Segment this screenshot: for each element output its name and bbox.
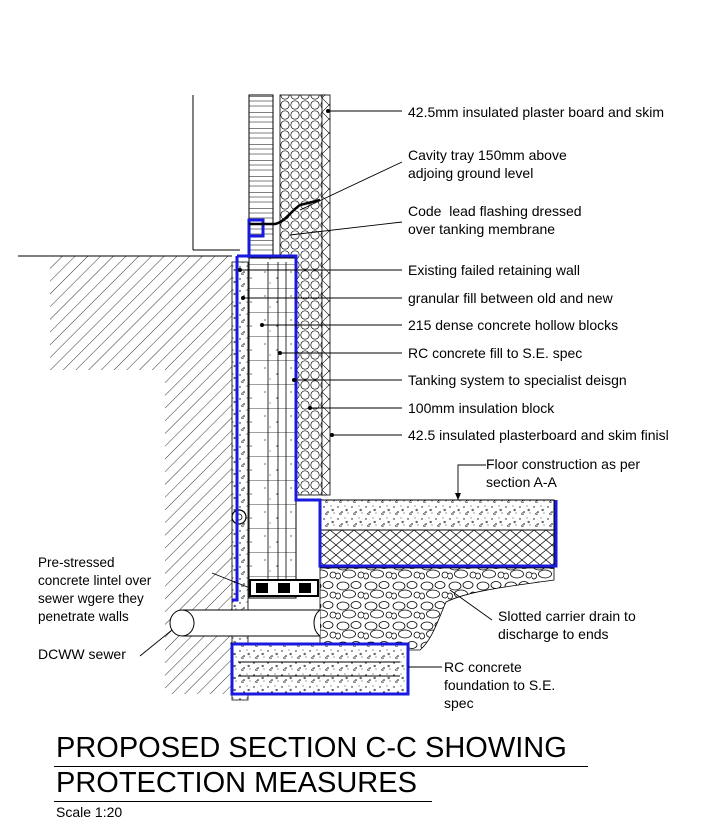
label-insulation-block: 100mm insulation block xyxy=(408,400,555,416)
drain-pipe xyxy=(232,510,246,524)
label-plasterboard-bottom: 42.5 insulated plasterboard and skim finisl xyxy=(408,427,669,443)
label-retaining-wall: Existing failed retaining wall xyxy=(408,262,580,278)
label-rc-fill: RC concrete fill to S.E. spec xyxy=(408,345,583,361)
label-cavity-tray: Cavity tray 150mm above adjoing ground level xyxy=(408,147,567,181)
title-underline-2 xyxy=(54,801,432,802)
label-granular-fill: granular fill between old and new xyxy=(408,290,613,306)
drawing-scale: Scale 1:20 xyxy=(56,804,123,820)
label-floor-construction: Floor construction as per section A-A xyxy=(486,456,641,490)
foundation xyxy=(232,644,408,694)
label-sewer: DCWW sewer xyxy=(38,646,126,662)
label-tanking: Tanking system to specialist deisgn xyxy=(408,372,627,388)
brick-wall-upper xyxy=(249,95,273,255)
lintel xyxy=(250,580,318,596)
floor-construction xyxy=(320,500,554,568)
label-lead-flashing: Code lead flashing dressed over tanking membrane xyxy=(408,203,582,237)
sewer-pipe xyxy=(170,610,320,636)
drawing-title-line1: PROPOSED SECTION C-C SHOWING xyxy=(56,732,567,764)
label-foundation: RC concrete foundation to S.E. spec xyxy=(444,659,556,711)
label-lintel: Pre-stressed concrete lintel over sewer wgere they penetrate walls xyxy=(38,555,152,624)
label-plasterboard-top: 42.5mm insulated plaster board and skim xyxy=(408,104,665,120)
label-slotted-drain: Slotted carrier drain to discharge to ends xyxy=(498,608,636,642)
label-hollow-blocks: 215 dense concrete hollow blocks xyxy=(408,317,619,333)
drawing-title-line2: PROTECTION MEASURES xyxy=(56,767,417,799)
hollow-block-wall xyxy=(249,258,296,598)
